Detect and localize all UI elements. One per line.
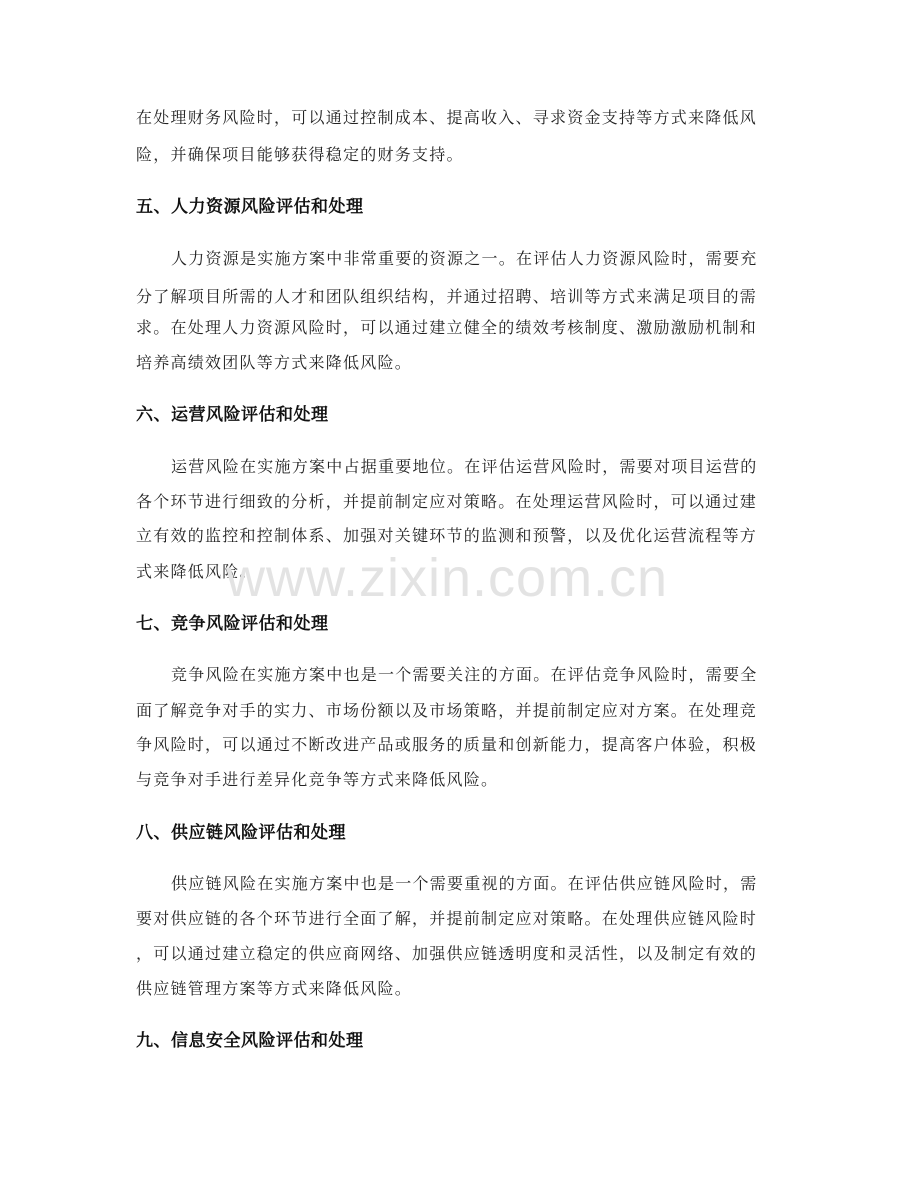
section-5-line-3: 求。在处理人力资源风险时，可以通过建立健全的绩效考核制度、激励激励机制和	[136, 318, 758, 337]
section-7-line-2: 面了解竞争对手的实力、市场份额以及市场策略，并提前制定应对方案。在处理竞	[136, 701, 758, 720]
section-7-line-3: 争风险时，可以通过不断改进产品或服务的质量和创新能力，提高客户体验，积极	[136, 735, 758, 754]
section-8-line-3: ，可以通过建立稳定的供应商网络、加强供应链透明度和灵活性，以及制定有效的	[136, 944, 758, 963]
section-heading-8: 八、供应链风险评估和处理	[136, 823, 346, 843]
section-8-line-1: 供应链风险在实施方案中也是一个需要重视的方面。在评估供应链风险时，需	[171, 874, 758, 893]
section-6-line-3: 立有效的监控和控制体系、加强对关键环节的监测和预警，以及优化运营流程等方	[136, 526, 758, 545]
intro-line-2: 险，并确保项目能够获得稳定的财务支持。	[136, 145, 464, 164]
intro-line-1: 在处理财务风险时，可以通过控制成本、提高收入、寻求资金支持等方式来降低风	[136, 108, 758, 127]
section-6-line-1: 运营风险在实施方案中占据重要地位。在评估运营风险时，需要对项目运营的	[171, 457, 758, 476]
section-heading-7: 七、竞争风险评估和处理	[136, 614, 329, 634]
watermark-text: www.zixin.com.cn	[226, 548, 669, 608]
section-8-line-4: 供应链管理方案等方式来降低风险。	[136, 979, 413, 998]
section-heading-5: 五、人力资源风险评估和处理	[136, 197, 364, 217]
section-7-line-1: 竞争风险在实施方案中也是一个需要关注的方面。在评估竞争风险时，需要全	[171, 665, 758, 684]
section-5-line-1: 人力资源是实施方案中非常重要的资源之一。在评估人力资源风险时，需要充	[171, 249, 758, 268]
section-8-line-2: 要对供应链的各个环节进行全面了解，并提前制定应对策略。在处理供应链风险时	[136, 909, 758, 928]
section-7-line-4: 与竞争对手进行差异化竞争等方式来降低风险。	[136, 770, 499, 789]
section-6-line-2: 各个环节进行细致的分析，并提前制定应对策略。在处理运营风险时，可以通过建	[136, 492, 758, 511]
section-heading-9: 九、信息安全风险评估和处理	[136, 1031, 364, 1051]
section-6-line-4: 式来降低风险。	[136, 562, 257, 581]
section-5-line-2: 分了解项目所需的人才和团队组织结构，并通过招聘、培训等方式来满足项目的需	[136, 287, 758, 306]
section-heading-6: 六、运营风险评估和处理	[136, 405, 329, 425]
section-5-line-4: 培养高绩效团队等方式来降低风险。	[136, 353, 413, 372]
